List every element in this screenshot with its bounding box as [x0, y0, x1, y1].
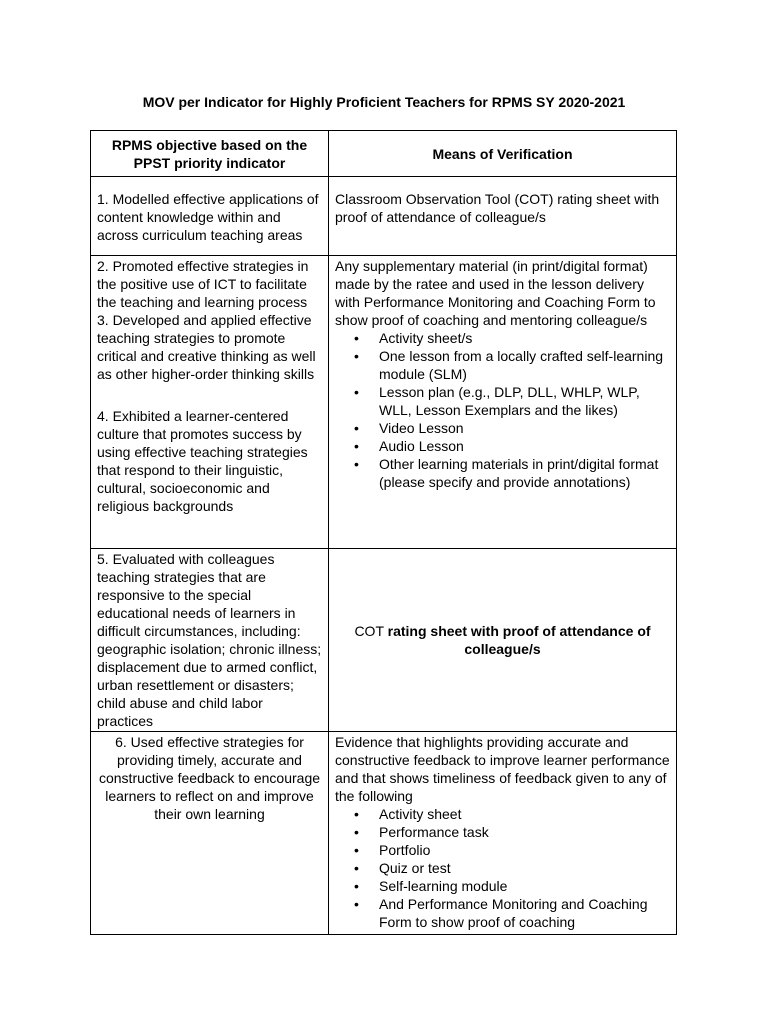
- objective-cell: [91, 177, 329, 256]
- objective-text: 6. Used effective strategies for providing timely, accurate and constructive feedback to encourage learners to reflect on and improve their own learning: [98, 734, 321, 822]
- table-row: [91, 177, 677, 256]
- mov-text: Classroom Observation Tool (COT) rating sheet with proof of attendance of colleague/s: [335, 191, 660, 225]
- mov-bullet-list: [335, 805, 670, 931]
- objective-text: 1. Modelled effective applications of content knowledge within and across curriculum teaching areas: [97, 191, 319, 243]
- list-item: • One lesson from a locally crafted self-learning module (SLM): [354, 348, 664, 382]
- mov-text: Evidence that highlights providing accurate and constructive feedback to improve learner performance and that shows timeliness of feedback given to any of the following: [335, 734, 670, 804]
- list-item: • Other learning materials in print/digital format (please specify and provide annotations): [354, 456, 659, 490]
- mov-table: [90, 130, 677, 935]
- header-objective: RPMS objective based on the PPST priority indicator: [91, 131, 329, 177]
- objective-cell: [91, 256, 329, 549]
- mov-cell: [329, 177, 677, 256]
- page-title: MOV per Indicator for Highly Proficient Teachers for RPMS SY 2020-2021: [142, 94, 626, 110]
- objective-text: 5. Evaluated with colleagues teaching strategies that are responsive to the special educational needs of learners in difficult circumstances, including: geographic isolation; chronic illness; displacement due to armed conflict, urban resettlement or disasters; child abuse and child labor practices: [97, 551, 322, 729]
- mov-bullet-list: [335, 329, 670, 491]
- mov-text: Any supplementary material (in print/digital format) made by the ratee and used in the lesson delivery with Performance Monitoring and Coaching Form to show proof of coaching and mentoring colleague/s: [335, 258, 656, 328]
- objective-text: 3. Developed and applied effective teaching strategies to promote critical and creative thinking as well as other higher-order thinking skills: [97, 312, 316, 382]
- list-item: • Activity sheet/s: [354, 330, 473, 346]
- mov-cell: [329, 549, 677, 732]
- list-item: • Quiz or test: [354, 860, 451, 876]
- objective-cell: [91, 732, 329, 935]
- objective-cell: [91, 549, 329, 732]
- list-item: • Portfolio: [354, 842, 431, 858]
- table-row: [91, 732, 677, 935]
- list-item: • Activity sheet: [354, 806, 462, 822]
- mov-cell: [329, 256, 677, 549]
- objective-text: 4. Exhibited a learner-centered culture that promotes success by using effective teaching strategies that respond to their linguistic, cultural, socioeconomic and religious backgrounds: [97, 408, 308, 514]
- objective-text: 2. Promoted effective strategies in the positive use of ICT to facilitate the teaching and learning process: [97, 258, 309, 310]
- list-item: • Audio Lesson: [354, 438, 464, 454]
- list-item: • Performance task: [354, 824, 489, 840]
- table-row: [91, 256, 677, 549]
- list-item: • And Performance Monitoring and Coaching Form to show proof of coaching: [354, 896, 648, 930]
- table-row: [91, 549, 677, 732]
- header-means-of-verification: Means of Verification: [329, 131, 677, 177]
- header-row: [91, 131, 677, 177]
- list-item: • Lesson plan (e.g., DLP, DLL, WHLP, WLP, WLL, Lesson Exemplars and the likes): [354, 384, 640, 418]
- mov-text: COT rating sheet with proof of attendance of colleague/s: [354, 623, 651, 657]
- list-item: • Video Lesson: [354, 420, 464, 436]
- mov-cell: [329, 732, 677, 935]
- list-item: • Self-learning module: [354, 878, 508, 894]
